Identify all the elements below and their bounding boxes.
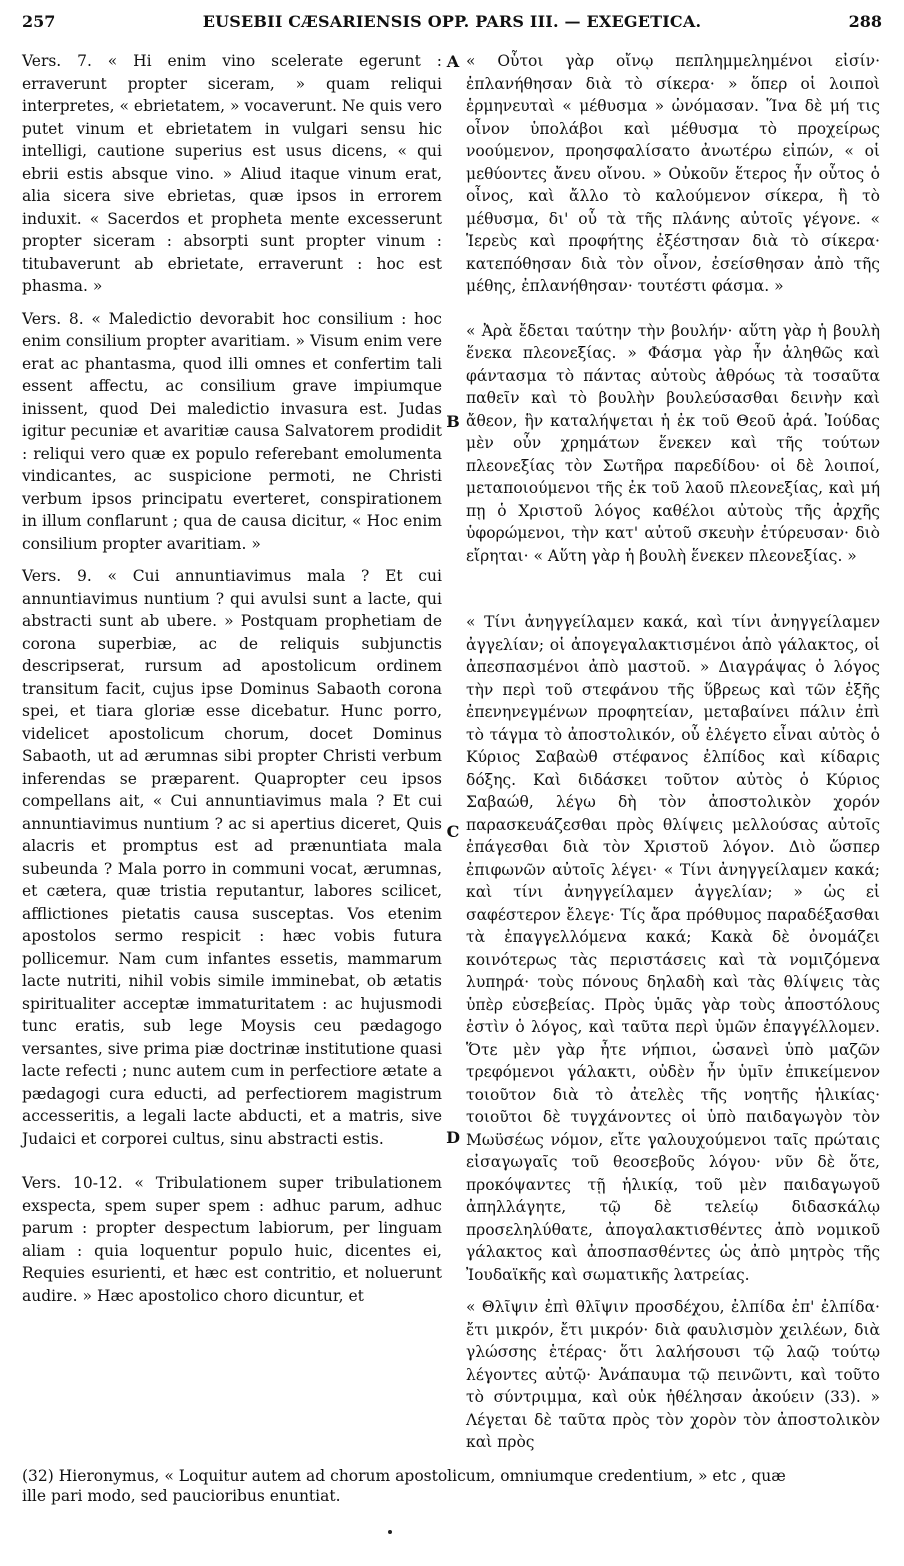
page-number-right: 288 <box>848 12 882 31</box>
footnote-line-1: (32) Hieronymus, « Loquitur autem ad chorum apostolicum, omniumque credentium, » etc , quæ <box>22 1467 786 1485</box>
latin-column <box>22 50 442 1307</box>
latin-verse-7: Vers. 7. « Hi enim vino scelerate egerunt : erraverunt propter siceram, » quam reliqui interpretes, « ebrietatem, » vocaverunt. Ne quis vero putet vinum et ebrietatem in vulgari sensu hic intelligi, cautione superius est usus dicens, « qui ebrii estis absque vino. » Aliud itaque vinum erat, alia sicera sive ebrietas, quæ ipsos in errorem induxit. « Sacerdos et propheta mente excesserunt propter siceram : absorpti sunt propter vinum : titubaverunt ab ebrietate, erraverunt : hoc est phasma. » <box>22 52 442 295</box>
running-head-title: EUSEBII CÆSARIENSIS OPP. PARS III. — EXEGETICA. <box>202 12 702 31</box>
greek-verse-7: « Οὗτοι γὰρ οἴνῳ πεπλημμελημένοι εἰσίν· ἐπλανήθησαν διὰ τὸ σίκερα· » ὅπερ οἱ λοιποὶ ἑρμηνευταὶ « μέθυσμα » ὠνόμασαν. Ἵνα δὲ μή τις οἶνον ὑπολάβοι καὶ μέθυσμα τὸ προχείρως νοούμενον, προησφαλίσατο ἀνωτέρω εἰπών, « οἱ μεθύοντες ἄνευ οἴνου. » Οὐκοῦν ἕτερος ἦν οὗτος ὁ οἶνος, καὶ ἄλλο τὸ καλούμενον σίκερα, ἢ τὸ μέθυσμα, δι' οὗ τὰ τῆς πλάνης αὐτοῖς γέγονε. « Ἱερεὺς καὶ προφήτης ἐξέστησαν διὰ τὸ σίκερα· κατεπόθησαν διὰ τὸν οἶνον, ἐσείσθησαν ἀπὸ τῆς μέθης, ἐπλανήθησαν· τουτέστι φάσμα. » <box>466 52 880 295</box>
margin-letter-b: B <box>446 412 460 431</box>
running-header <box>22 6 882 40</box>
greek-verse-9: « Τίνι ἀνηγγείλαμεν κακά, καὶ τίνι ἀνηγγείλαμεν ἀγγελίαν; οἱ ἀπογεγαλακτισμένοι ἀπὸ γάλακτος, οἱ ἀπεσπασμένοι ἀπὸ μαστοῦ. » Διαγράψας ὁ λόγος τὴν περὶ τοῦ στεφάνου τῆς ὕβρεως καὶ τῶν ἑξῆς ἐπενηνεγμένων προφητείαν, μεταβαίνει πάλιν ἐπὶ τὸ τάγμα τὸ ἀποστολικόν, οὗ ἐλέγετο εἶναι αὐτὸς ὁ Κύριος Σαβαὼθ στέφανος ἐλπίδος καὶ κίδαρις δόξης. Καὶ διδάσκει τοῦτον αὐτὸς ὁ Κύριος Σαβαώθ, λέγω δὴ τὸν ἀποστολικὸν χορόν παρασκευάζεσθαι πρὸς θλίψεις μελλούσας αὐτοῖς ἐπάγεσθαι διὰ τὸν Χριστοῦ λόγον. Διὸ ὥσπερ ἐπιφωνῶν αὐτοῖς λέγει· « Τίνι ἀνηγγείλαμεν κακά; καὶ τίνι ἀνηγγείλαμεν ἀγγελίαν; » ὡς εἰ σαφέστερον ἔλεγε· Τίς ἄρα πρόθυμος παραδέξασθαι τὰ ἐπαγγελλόμενα κακά; Κακὰ δὲ ὀνομάζει κοινότερως τὰς περιστάσεις καὶ τὰ νομιζόμενα λυπηρά· τοὺς πόνους δηλαδὴ καὶ τὰς θλίψεις τὰς ὑπὲρ εὐσεβείας. Πρὸς ὑμᾶς γὰρ τοὺς ἀποστόλους ἐστὶν ὁ λόγος, καὶ ταῦτα περὶ ὑμῶν ἐπαγγέλλομεν. Ὅτε μὲν γὰρ ἦτε νήπιοι, ὡσανεὶ ὑπὸ μαζῶν τρεφόμενοι γάλακτι, οὐδὲν ἦν ὑμῖν ἐπικείμενον τοιοῦτον διὰ τὸ ἀτελὲς τῆς νοητῆς ἡλικίας· τοιοῦτοι δὲ τυγχάνοντες οἱ ὑπὸ παιδαγωγὸν τὸν Μωϋσέως νόμον, εἴτε γαλουχούμενοι ταῖς πρώταις εἰσαγωγαῖς τοῦ θεοσεβοῦς λόγου· νῦν δὲ ὅτε, προκόψαντες τῇ ἡλικίᾳ, τοῦ μὲν παιδαγωγοῦ ἀπηλλάγητε, τῷ δὲ τελείῳ διδασκάλῳ προσεληλύθατε, ἀπογαλακτισθέντες ἀπὸ νομικοῦ γάλακτος καὶ ἀποσπασθέντες ὡς ἀπὸ μητρὸς τῆς Ἰουδαϊκῆς καὶ σωματικῆς λατρείας. <box>466 613 880 1284</box>
greek-verse-10-12: « Θλῖψιν ἐπὶ θλῖψιν προσδέχου, ἐλπίδα ἐπ' ἐλπίδα· ἔτι μικρόν, ἔτι μικρόν· διὰ φαυλισμὸν χειλέων, διὰ γλώσσης ἑτέρας· ὅτι λαλήσουσι τῷ λαῷ τούτῳ λέγοντες αὐτῷ· Ἀνάπαυμα τῷ πεινῶντι, καὶ τοῦτο τὸ σύντριμμα, καὶ οὐκ ἠθέλησαν ἀκούειν (33). » Λέγεται δὲ ταῦτα πρὸς τὸν χορὸν τὸν ἀποστολικὸν καὶ πρὸς <box>466 1298 880 1451</box>
page-number-left: 257 <box>22 12 56 31</box>
latin-verse-10-12: Vers. 10-12. « Tribulationem super tribulationem exspecta, spem super spem : adhuc parum, adhuc parum : propter despectum labiorum, per linguam aliam : quia loquentur populo huic, dicentes ei, Requies esurienti, et hæc est contritio, et noluerunt audire. » Hæc apostolico choro dicuntur, et <box>22 1174 442 1305</box>
latin-verse-8: Vers. 8. « Maledictio devorabit hoc consilium : hoc enim consilium propter avaritiam. » Visum enim vere erat ac phantasma, quod illi omnes et confertim tali essent affectu, ac consilium grave impiumque inissent, quod Dei maledictio invasura est. Judas igitur pecuniæ et avaritiæ causa Salvatorem prodidit : reliqui vero quæ ex populo referebant emolumenta vindicantes, ac suspicione permoti, ne Christi verbum ipsos principatu everteret, conspirationem in illum conflarunt ; qua de causa dicitur, « Hoc enim consilium propter avaritiam. » <box>22 309 442 553</box>
footnote-line-2: ille pari modo, sed paucioribus enuntiat. <box>22 1487 341 1505</box>
page-mark <box>388 1530 392 1534</box>
margin-letter-c: C <box>446 822 460 841</box>
footnote <box>22 1466 882 1506</box>
margin-letter-d: D <box>446 1128 460 1147</box>
greek-column <box>466 50 880 1454</box>
latin-verse-9: Vers. 9. « Cui annuntiavimus mala ? Et cui annuntiavimus nuntium ? qui avulsi sunt a lacte, qui abstracti sunt ab ubere. » Postquam prophetiam de corona superbiæ, ac de reliquis subjunctis descripserat, rursum ad apostolicum ordinem transitum facit, cujus ipse Dominus Sabaoth corona spei, et tiara gloriæ esse dicebatur. Hunc porro, videlicet apostolicum chorum, docet Dominus Sabaoth, ut ad ærumnas sibi propter Christi verbum inferendas se præparent. Quapropter ceu ipsos compellans ait, « Cui annuntiavimus mala ? Et cui annuntiavimus nuntium ? ac si apertius diceret, Quis alacris et promptus est ad prænuntiata mala subeunda ? Mala porro in communi vocat, ærumnas, et cætera, quæ tristia reputantur, labores scilicet, afflictiones pietatis causa susceptas. Vos etenim apostolos sermo respicit : hæc vobis futura pollicemur. Nam cum infantes essetis, mammarum lacte nutriti, nihil vobis simile imminebat, ob ætatis spiritualiter acceptæ immaturitatem : ac hujusmodi tunc eratis, sub lege Moysis ceu pædagogo versantes, sive prima piæ doctrinæ institutione quasi lacte refecti ; nunc autem cum in perfectiore ætate a pædagogi cura educti, ad perfectiorem magistrum accesseritis, a legali lacte abducti, et a matris, sive Judaici et corporei cultus, sinu abstracti estis. <box>22 567 442 1148</box>
margin-letter-a: A <box>446 52 460 71</box>
greek-verse-8: « Ἀρὰ ἔδεται ταύτην τὴν βουλήν· αὕτη γὰρ ἡ βουλὴ ἕνεκα πλεονεξίας. » Φάσμα γὰρ ἦν ἀληθῶς καὶ φάντασμα τὸ πάντας αὐτοὺς ἀθρόως τὰ τοσαῦτα παθεῖν καὶ τὸ βουλὴν βουλεύσασθαι δεινὴν καὶ ἄθεον, ἣν καταλήψεται ἡ ἐκ τοῦ Θεοῦ ἀρά. Ἰούδας μὲν οὖν χρημάτων ἕνεκεν καὶ τῆς τούτων πλεονεξίας τὸν Σωτῆρα παρεδίδου· οἱ δὲ λοιποί, μεταποιούμενοι τῆς ἐκ τοῦ λαοῦ πλεονεξίας, καὶ μή πῃ ὁ Χριστοῦ λόγος καθέλοι αὐτοὺς τῆς ἀρχῆς ὑφορώμενοι, τὴν κατ' αὐτοῦ σκευὴν ἐτύρευσαν· διὸ εἴρηται· « Αὕτη γὰρ ἡ βουλὴ ἕνεκεν πλεονεξίας. » <box>466 321 880 565</box>
